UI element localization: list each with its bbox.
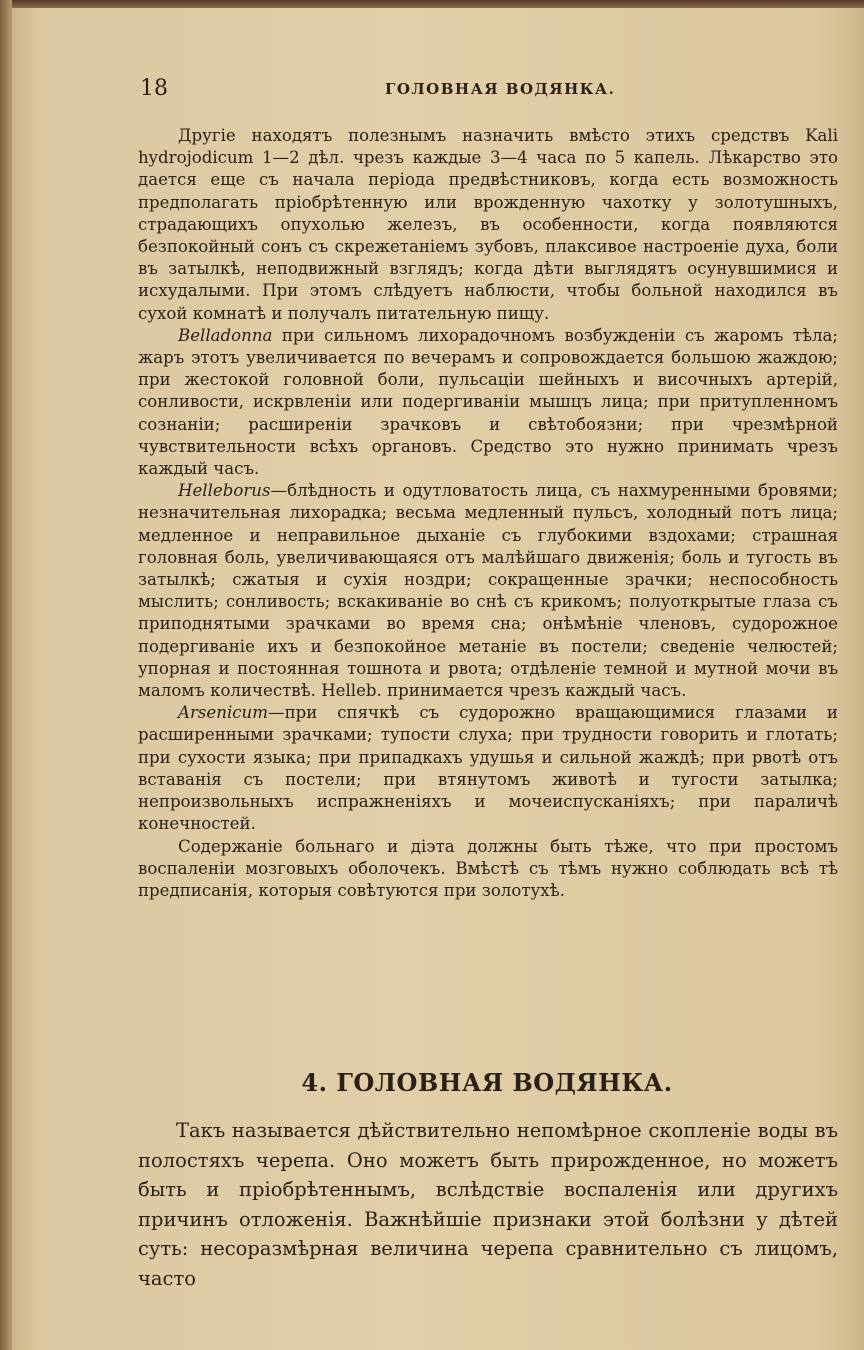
section-heading: 4. ГОЛОВНАЯ ВОДЯНКА. xyxy=(301,1068,673,1097)
paragraph-belladonna xyxy=(138,325,838,480)
paragraph-text: Другіе находятъ полезнымъ назначить вмѣсто этихъ средствъ Kali hydrojodicum 1—2 дѣл. чрезъ каждые 3—4 часа по 5 капель. Лѣкарство это дается еще съ начала періода предвѣстниковъ, когда есть возможность предполагать пріобрѣтенную или врожденную чахотку у золотушныхъ, страдающихъ опухолью железъ, въ особенности, когда появляются безпокойный сонъ съ скрежетаніемъ зубовъ, плаксивое настроеніе духа, боли въ затылкѣ, неподвижный взглядъ; когда дѣти выглядятъ осунувшимися и исхудалыми. При этомъ слѣдуетъ наблюсти, чтобы больной находился въ сухой комнатѣ и получалъ питательную пищу. xyxy=(138,126,838,323)
paragraph-text: —при спячкѣ съ судорожно вращающимися глазами и расширенными зрачками; тупости слуха; при трудности говорить и глотать; при сухости языка; при припадкахъ удушья и сильной жаждѣ; при рвотѣ отъ вставанія съ постели; при втянутомъ животѣ и тугости затылка; непроизвольныхъ испражненіяхъ и мочеиспусканіяхъ; при параличѣ конечностей. xyxy=(138,703,838,834)
paragraph-kali xyxy=(138,125,838,325)
remedy-name: Arsenicum xyxy=(178,703,268,723)
remedy-name: Belladonna xyxy=(178,325,273,345)
paragraph-arsenicum xyxy=(138,702,838,835)
paragraph-text: Содержаніе больнаго и діэта должны быть тѣже, что при простомъ воспаленіи мозговыхъ оболочекъ. Вмѣстѣ съ тѣмъ нужно соблюдать всѣ тѣ предписанія, которыя совѣтуются при золотухѣ. xyxy=(138,836,838,900)
remedy-name: Helleborus xyxy=(178,481,271,501)
treatment-text-block xyxy=(138,125,838,902)
section-paragraph: Такъ называется дѣйствительно непомѣрное скопленіе воды въ полостяхъ черепа. Оно можетъ быть прирожденное, но можетъ быть и пріобрѣтеннымъ, вслѣдствіе воспаленія или другихъ причинъ отложенія. Важнѣйшіе признаки этой болѣзни у дѣтей суть: несоразмѣрная величина черепа сравнительно съ лицомъ, часто xyxy=(138,1119,838,1290)
paragraph-diet xyxy=(138,836,838,903)
section-body xyxy=(138,1116,838,1293)
paragraph-text: при сильномъ лихорадочномъ возбужденіи съ жаромъ тѣла; жаръ этотъ увеличивается по вечерамъ и сопровождается большою жаждою; при жестокой головной боли, пульсаціи шейныхъ и височныхъ артерій, сонливости, искрвленіи или подергиваніи мышцъ лица; при притупленномъ сознаніи; расширеніи зрачковъ и свѣтобоязни; при чрезмѣрной чувствительности всѣхъ органовъ. Средство это нужно принимать чрезъ каждый часъ. xyxy=(138,325,838,479)
page-top-edge xyxy=(0,0,864,8)
page-header xyxy=(140,76,840,106)
running-title: ГОЛОВНАЯ ВОДЯНКА. xyxy=(385,80,616,98)
paragraph-helleborus xyxy=(138,480,838,702)
paragraph-text: —блѣдность и одутловатость лица, съ нахмуренными бровями; незначительная лихорадка; весьма медленный пульсъ, холодный потъ лица; медленное и неправильное дыханіе съ глубокими вздохами; страшная головная боль, увеличивающаяся отъ малѣйшаго движенія; боль и тугость въ затылкѣ; сжатыя и сухія ноздри; сокращенные зрачки; неспособность мыслить; сонливость; вскакиваніе во снѣ съ крикомъ; полуоткрытые глаза съ приподнятыми зрачками во время сна; онѣмѣніе членовъ, судорожное подергиваніе ихъ и безпокойное метаніе въ постели; сведеніе челюстей; упорная и постоянная тошнота и рвота; отдѣленіе темной и мутной мочи въ маломъ количествѣ. Helleb. принимается чрезъ каждый часъ. xyxy=(138,481,838,701)
page-binding-edge xyxy=(0,0,12,1350)
page-number: 18 xyxy=(140,76,168,101)
